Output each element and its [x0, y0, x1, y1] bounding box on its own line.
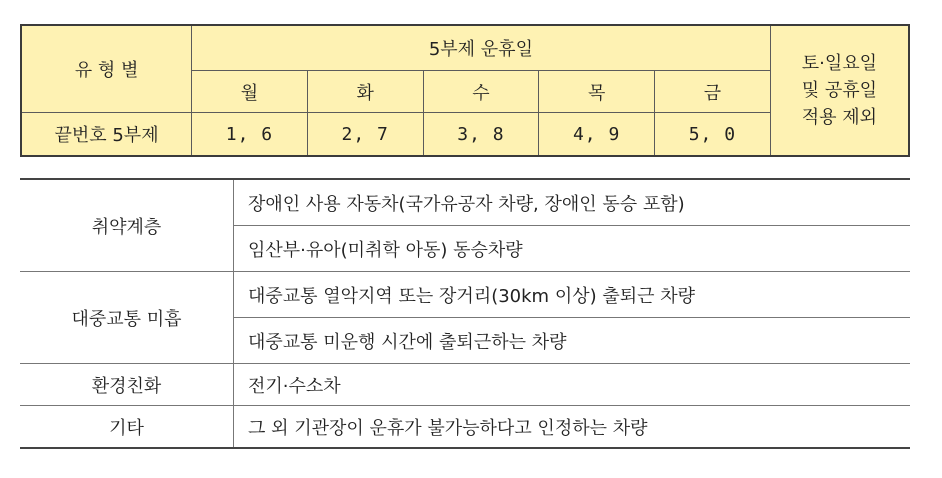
type-header: 유 형 별: [21, 25, 192, 113]
note-line: 적용 제외: [801, 107, 878, 128]
plate-rule-label: 끝번호 5부제: [21, 113, 192, 157]
exemption-item: 전기·수소차: [234, 364, 911, 406]
plate-digits-thursday: 4, 9: [539, 113, 655, 157]
day-tuesday: 화: [307, 71, 423, 113]
table-row: [20, 406, 910, 449]
five-day-rotation-table: [20, 24, 910, 157]
exemption-item: 그 외 기관장이 운휴가 불가능하다고 인정하는 차량: [234, 406, 911, 449]
exemption-item: 임산부·유아(미취학 아동) 동승차량: [234, 226, 911, 272]
category-vulnerable: 취약계층: [20, 179, 234, 272]
table-row: [20, 179, 910, 226]
note-line: 및 공휴일: [801, 80, 878, 101]
rest-day-header: 5부제 운휴일: [192, 25, 771, 71]
exemption-table: [20, 178, 910, 449]
exemption-item: 대중교통 미운행 시간에 출퇴근하는 차량: [234, 318, 911, 364]
day-wednesday: 수: [423, 71, 539, 113]
day-thursday: 목: [539, 71, 655, 113]
exemption-item: 대중교통 열악지역 또는 장거리(30km 이상) 출퇴근 차량: [234, 272, 911, 318]
plate-digits-wednesday: 3, 8: [423, 113, 539, 157]
note-line: 토·일요일: [801, 53, 878, 74]
exception-note: [770, 25, 909, 156]
plate-digits-monday: 1, 6: [192, 113, 308, 157]
table-row: [20, 364, 910, 406]
exemption-item: 장애인 사용 자동차(국가유공자 차량, 장애인 동승 포함): [234, 179, 911, 226]
category-other: 기타: [20, 406, 234, 449]
day-friday: 금: [655, 71, 771, 113]
category-eco-friendly: 환경친화: [20, 364, 234, 406]
category-transit-poor: 대중교통 미흡: [20, 272, 234, 364]
day-monday: 월: [192, 71, 308, 113]
plate-digits-friday: 5, 0: [655, 113, 771, 157]
table-row: [20, 272, 910, 318]
plate-digits-tuesday: 2, 7: [307, 113, 423, 157]
